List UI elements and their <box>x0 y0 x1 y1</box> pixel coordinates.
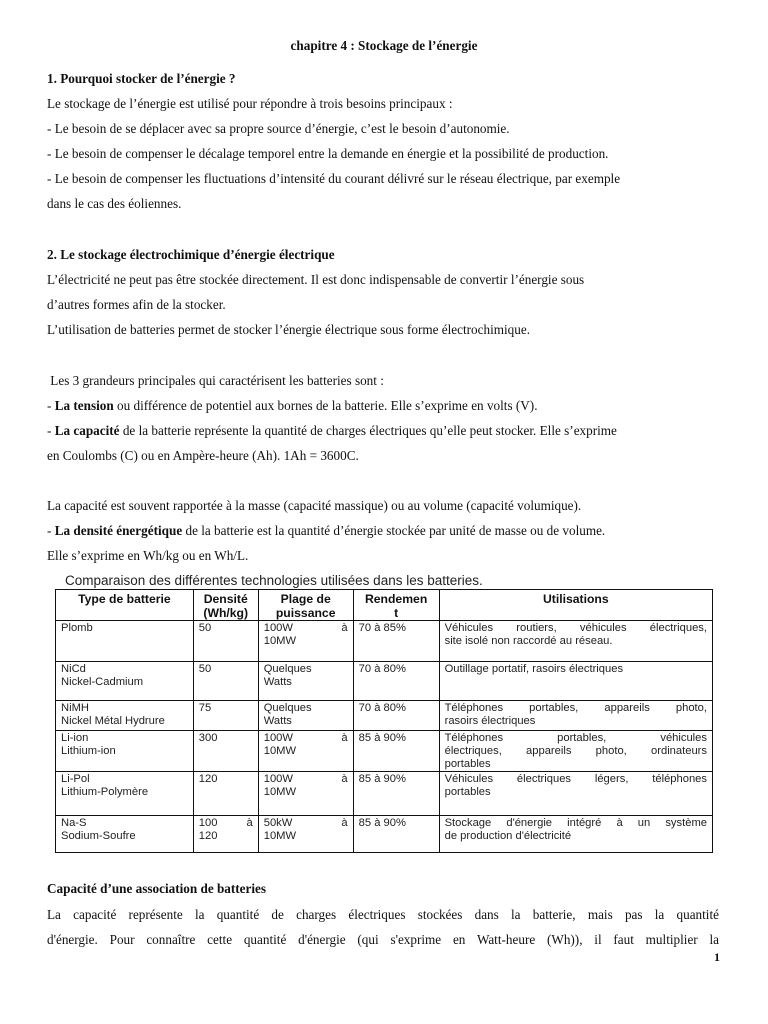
rendement-cell: 70 à 80% <box>353 701 439 731</box>
type-cell: Na-S Sodium-Soufre <box>56 816 194 853</box>
table-row <box>56 701 713 731</box>
rendement-cell: 70 à 85% <box>353 621 439 662</box>
section3-line1: La capacité représente la quantité de charges électriques stockées dans la batterie, mais pas la quantité <box>47 907 719 922</box>
section1-intro: Le stockage de l’énergie est utilisé pour répondre à trois besoins principaux : <box>47 96 453 111</box>
tension-line: - La tension ou différence de potentiel aux bornes de la batterie. Elle s’exprime en volts (V). <box>47 398 538 413</box>
table-row <box>56 772 713 816</box>
densite-cell: 120 <box>193 772 258 816</box>
page-title: chapitre 4 : Stockage de l’énergie <box>290 38 478 53</box>
utilisations-cell: Téléphones portables, véhicules électriques, appareils photo, ordinateurs portables <box>439 731 712 772</box>
tension-definition: ou différence de potentiel aux bornes de la batterie. Elle s’exprime en volts (V). <box>113 398 538 413</box>
densite-cell: 50 <box>193 662 258 701</box>
rendement-cell: 70 à 80% <box>353 662 439 701</box>
utilisations-cell: Véhicules électriques légers, téléphones portables <box>439 772 712 816</box>
section2-p3: Les 3 grandeurs principales qui caractérisent les batteries sont : <box>47 373 384 388</box>
section1-bullet3-line2: dans le cas des éoliennes. <box>47 196 182 211</box>
capacite-line: - La capacité de la batterie représente la quantité de charges électriques qu’elle peut stocker. Elle s’exprime <box>47 423 617 438</box>
densite-cell: 300 <box>193 731 258 772</box>
utilisations-cell: Véhicules routiers, véhicules électriques, site isolé non raccordé au réseau. <box>439 621 712 662</box>
header-densite: Densité (Wh/kg) <box>193 590 258 621</box>
densite-cell: 75 <box>193 701 258 731</box>
capacite-line2: en Coulombs (C) ou en Ampère-heure (Ah). 1Ah = 3600C. <box>47 448 359 463</box>
puissance-cell: Quelques Watts <box>258 662 353 701</box>
table-body <box>56 621 713 853</box>
rendement-cell: 85 à 90% <box>353 772 439 816</box>
tension-term: La tension <box>54 398 114 413</box>
header-puissance: Plage de puissance <box>258 590 353 621</box>
page-number: 1 <box>714 950 720 964</box>
densite-definition: de la batterie est la quantité d’énergie stockée par unité de masse ou de volume. <box>182 523 606 538</box>
rendement-cell: 85 à 90% <box>353 731 439 772</box>
rendement-cell: 85 à 90% <box>353 816 439 853</box>
header-rendement: Rendemen t <box>353 590 439 621</box>
section1-bullet3-line1: - Le besoin de compenser les fluctuations d’intensité du courant délivré sur le réseau électrique, par exemple <box>47 171 621 186</box>
utilisations-cell: Outillage portatif, rasoirs électriques <box>439 662 712 701</box>
table-header-row <box>56 590 713 621</box>
section2-p1-line1: L’électricité ne peut pas être stockée directement. Il est donc indispensable de convertir l’énergie sous <box>47 272 585 287</box>
puissance-cell: Quelques Watts <box>258 701 353 731</box>
table-row <box>56 621 713 662</box>
densite-cell: 100 à 120 <box>193 816 258 853</box>
table-row <box>56 662 713 701</box>
type-cell: Li-Pol Lithium-Polymère <box>56 772 194 816</box>
section1-bullet2: - Le besoin de compenser le décalage temporel entre la demande en énergie et la possibilité de production. <box>47 146 609 161</box>
puissance-cell: 50kW à 10MW <box>258 816 353 853</box>
type-cell: NiCd Nickel-Cadmium <box>56 662 194 701</box>
header-type: Type de batterie <box>56 590 194 621</box>
densite-line2: Elle s’exprime en Wh/kg ou en Wh/L. <box>47 548 249 563</box>
section2-p4: La capacité est souvent rapportée à la masse (capacité massique) ou au volume (capacité volumique). <box>47 498 582 513</box>
section2-heading: 2. Le stockage électrochimique d’énergie électrique <box>47 247 335 262</box>
utilisations-cell: Téléphones portables, appareils photo, rasoirs électriques <box>439 701 712 731</box>
utilisations-cell: Stockage d'énergie intégré à un système de production d'électricité <box>439 816 712 853</box>
header-utilisations: Utilisations <box>439 590 712 621</box>
section1-bullet1: - Le besoin de se déplacer avec sa propre source d’énergie, c’est le besoin d’autonomie. <box>47 121 510 136</box>
type-cell: Li-ion Lithium-ion <box>56 731 194 772</box>
table-row <box>56 816 713 853</box>
battery-comparison-table <box>55 589 713 853</box>
densite-cell: 50 <box>193 621 258 662</box>
section2-p1-line2: d’autres formes afin de la stocker. <box>47 297 226 312</box>
type-cell: NiMH Nickel Métal Hydrure <box>56 701 194 731</box>
table-caption: Comparaison des différentes technologies utilisées dans les batteries. <box>65 573 483 588</box>
capacite-definition: de la batterie représente la quantité de charges électriques qu’elle peut stocker. Elle s’exprime <box>119 423 617 438</box>
puissance-cell: 100W à 10MW <box>258 621 353 662</box>
section3-line2: d'énergie. Pour connaître cette quantité d'énergie (qui s'exprime en Watt-heure (Wh)), il faut multiplier la <box>47 932 719 947</box>
capacite-term: La capacité <box>54 423 120 438</box>
puissance-cell: 100W à 10MW <box>258 731 353 772</box>
section3-heading: Capacité d’une association de batteries <box>47 881 267 896</box>
densite-line: - La densité énergétique de la batterie est la quantité d’énergie stockée par unité de masse ou de volume. <box>47 523 606 538</box>
puissance-cell: 100W à 10MW <box>258 772 353 816</box>
type-cell: Plomb <box>56 621 194 662</box>
table-row <box>56 731 713 772</box>
section1-heading: 1. Pourquoi stocker de l’énergie ? <box>47 71 236 86</box>
section2-p2: L’utilisation de batteries permet de stocker l’énergie électrique sous forme électrochimique. <box>47 322 530 337</box>
densite-term: La densité énergétique <box>54 523 183 538</box>
